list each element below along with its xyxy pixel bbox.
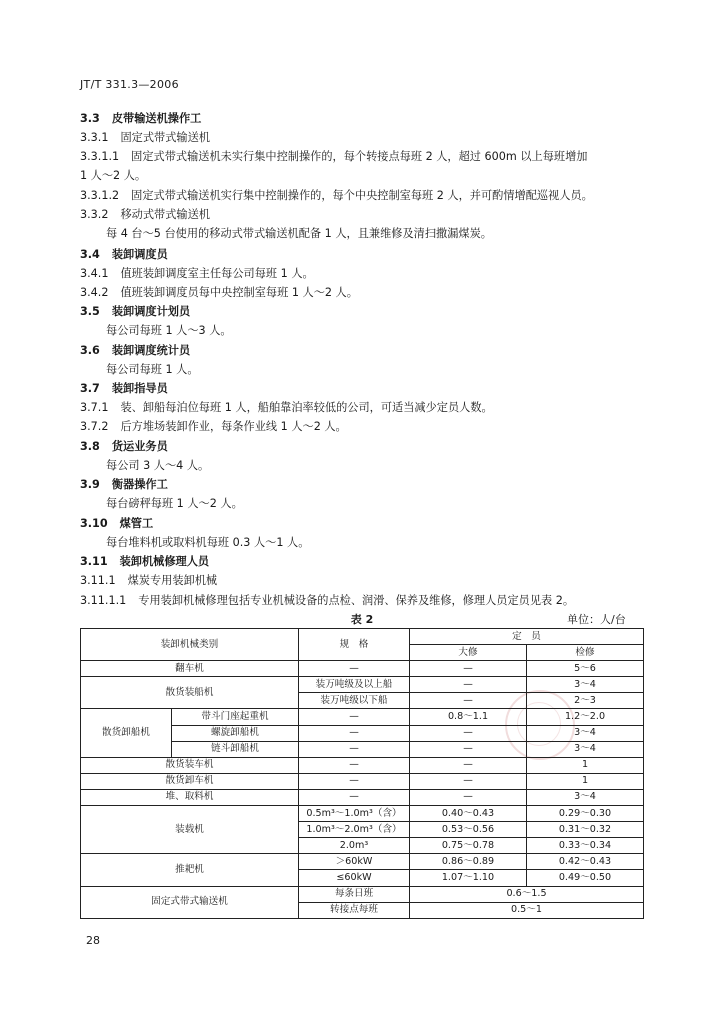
page-number: 28 — [86, 934, 100, 947]
body-line — [80, 189, 593, 203]
cell-overhaul: — — [410, 773, 527, 789]
clause-text: 每台磅秤每班 1 人～2 人。 — [106, 497, 243, 510]
cell-overhaul: 1.07～1.10 — [410, 870, 527, 886]
table-row — [81, 806, 644, 822]
cell-spec: ＞60kW — [299, 854, 410, 870]
body-line — [80, 169, 146, 183]
cell-category: 固定式带式输送机 — [81, 886, 299, 918]
cell-subcategory: 带斗门座起重机 — [172, 709, 299, 725]
cell-spec: — — [299, 725, 410, 741]
cell-category: 翻车机 — [81, 661, 299, 677]
clause-text: 装、卸船每泊位每班 1 人，船舶靠泊率较低的公司，可适当减少定员人数。 — [120, 401, 493, 414]
cell-category: 推耙机 — [81, 854, 299, 886]
cell-overhaul: — — [410, 661, 527, 677]
cell-category: 散货装船机 — [81, 677, 299, 709]
clause-number: 3.10 — [80, 517, 108, 530]
clause-text: 货运业务员 — [111, 440, 168, 453]
body-line — [106, 497, 243, 511]
body-line — [80, 131, 210, 145]
cell-category: 散货卸船机 — [81, 709, 172, 757]
body-line — [80, 420, 347, 434]
clause-text: 每台堆料机或取料机每班 0.3 人～1 人。 — [106, 536, 310, 549]
body-line — [80, 208, 210, 222]
clause-number: 3.6 — [80, 344, 100, 357]
body-line — [80, 267, 314, 281]
body-line — [80, 344, 190, 358]
clause-text: 固定式带式输送机实行集中控制操作的，每个中央控制室每班 2 人，并可酌情增配巡视人员。 — [131, 189, 593, 202]
table-row — [81, 677, 644, 693]
clause-number: 3.3.2 — [80, 208, 109, 221]
cell-inspection: 0.29～0.30 — [527, 806, 644, 822]
body-line — [80, 305, 190, 319]
cell-overhaul: — — [410, 677, 527, 693]
table-row — [81, 709, 644, 725]
cell-inspection: 0.31～0.32 — [527, 822, 644, 838]
cell-spec: — — [299, 661, 410, 677]
clause-number: 3.8 — [80, 440, 100, 453]
table-header-row — [81, 629, 644, 645]
cell-overhaul: 0.40～0.43 — [410, 806, 527, 822]
cell-category: 堆、取料机 — [81, 789, 299, 805]
clause-number: 3.11 — [80, 555, 108, 568]
cell-spec: — — [299, 757, 410, 773]
clause-number: 3.11.1.1 — [80, 594, 127, 607]
clause-number: 3.3.1 — [80, 131, 109, 144]
body-line — [80, 478, 168, 492]
clause-text: 每公司 3 人～4 人。 — [106, 459, 210, 472]
table-row — [81, 789, 644, 805]
header-inspection: 检修 — [527, 645, 644, 661]
body-line — [106, 363, 199, 377]
cell-overhaul: 0.75～0.78 — [410, 838, 527, 854]
body-line — [106, 324, 232, 338]
body-line — [80, 150, 588, 164]
clause-number: 3.7.1 — [80, 401, 109, 414]
clause-text: 固定式带式输送机 — [120, 131, 210, 144]
clause-text: 煤管工 — [119, 517, 154, 530]
clause-number: 3.3 — [80, 112, 100, 125]
cell-overhaul: 0.8～1.1 — [410, 709, 527, 725]
cell-inspection: 1 — [527, 773, 644, 789]
clause-text: 装卸调度统计员 — [111, 344, 191, 357]
cell-category: 散货装车机 — [81, 757, 299, 773]
clause-text: 衡器操作工 — [111, 478, 168, 491]
table-row — [81, 886, 644, 902]
cell-inspection: 0.42～0.43 — [527, 854, 644, 870]
body-line — [106, 536, 309, 550]
clause-text: 装卸机械修理人员 — [119, 555, 210, 568]
body-line — [80, 112, 201, 126]
cell-inspection: 1.2～2.0 — [527, 709, 644, 725]
body-line — [80, 517, 153, 531]
cell-spec: 0.5m³～1.0m³（含） — [299, 806, 410, 822]
cell-inspection: 3～4 — [527, 789, 644, 805]
clause-text: 煤炭专用装卸机械 — [127, 574, 218, 587]
cell-overhaul: — — [410, 789, 527, 805]
clause-text: 值班装卸调度室主任每公司每班 1 人。 — [120, 267, 314, 280]
cell-overhaul: — — [410, 741, 527, 757]
cell-spec: 2.0m³ — [299, 838, 410, 854]
header-category: 装卸机械类别 — [81, 629, 299, 661]
standard-code: JT/T 331.3—2006 — [80, 78, 179, 91]
cell-spec: 装万吨级及以上船 — [299, 677, 410, 693]
table-row — [81, 757, 644, 773]
body-line — [80, 286, 358, 300]
cell-inspection: 2～3 — [527, 693, 644, 709]
cell-overhaul: — — [410, 693, 527, 709]
clause-number: 3.5 — [80, 305, 100, 318]
cell-spec: — — [299, 709, 410, 725]
header-spec: 规 格 — [299, 629, 410, 661]
clause-text: 每公司每班 1 人～3 人。 — [106, 324, 232, 337]
clause-text: 值班装卸调度员每中央控制室每班 1 人～2 人。 — [120, 286, 358, 299]
header-overhaul: 大修 — [410, 645, 527, 661]
cell-spec: 装万吨级以下船 — [299, 693, 410, 709]
clause-text: 装卸调度员 — [111, 248, 168, 261]
cell-spec: 每条日班 — [299, 886, 410, 902]
clause-number: 3.9 — [80, 478, 100, 491]
cell-spec: 转接点每班 — [299, 902, 410, 918]
cell-inspection: 3～4 — [527, 741, 644, 757]
clause-number: 3.4.1 — [80, 267, 109, 280]
cell-subcategory: 链斗卸船机 — [172, 741, 299, 757]
cell-overhaul: 0.86～0.89 — [410, 854, 527, 870]
body-line — [80, 382, 168, 396]
clause-text: 1 人～2 人。 — [80, 169, 147, 182]
table-row — [81, 661, 644, 677]
table-row — [81, 854, 644, 870]
cell-merged-staff: 0.5～1 — [410, 902, 644, 918]
clause-number: 3.4.2 — [80, 286, 109, 299]
cell-category: 散货卸车机 — [81, 773, 299, 789]
clause-number: 3.7.2 — [80, 420, 109, 433]
cell-spec: — — [299, 789, 410, 805]
clause-text: 皮带输送机操作工 — [111, 112, 202, 125]
cell-spec: — — [299, 741, 410, 757]
clause-number: 3.3.1.1 — [80, 150, 120, 163]
cell-spec: — — [299, 773, 410, 789]
cell-inspection: 3～4 — [527, 677, 644, 693]
clause-number: 3.3.1.2 — [80, 189, 120, 202]
clause-text: 每 4 台～5 台使用的移动式带式输送机配备 1 人，且兼维修及清扫撒漏煤炭。 — [106, 227, 492, 240]
clause-number: 3.11.1 — [80, 574, 116, 587]
clause-text: 专用装卸机械修理包括专业机械设备的点检、润滑、保养及维修，修理人员定员见表 2。 — [138, 594, 575, 607]
cell-overhaul: — — [410, 757, 527, 773]
cell-inspection: 0.33～0.34 — [527, 838, 644, 854]
body-line — [80, 594, 574, 608]
cell-overhaul: 0.53～0.56 — [410, 822, 527, 838]
body-line — [80, 248, 168, 262]
cell-inspection: 1 — [527, 757, 644, 773]
body-line — [80, 555, 209, 569]
cell-inspection: 0.49～0.50 — [527, 870, 644, 886]
cell-overhaul: — — [410, 725, 527, 741]
table-row — [81, 773, 644, 789]
cell-merged-staff: 0.6～1.5 — [410, 886, 644, 902]
cell-spec: ≤60kW — [299, 870, 410, 886]
body-line — [106, 459, 209, 473]
cell-inspection: 5～6 — [527, 661, 644, 677]
table-unit: 单位：人/台 — [567, 613, 626, 626]
cell-category: 装载机 — [81, 806, 299, 854]
header-staff: 定 员 — [410, 629, 644, 645]
cell-spec: 1.0m³～2.0m³（含） — [299, 822, 410, 838]
cell-inspection: 3～4 — [527, 725, 644, 741]
clause-text: 固定式带式输送机未实行集中控制操作的，每个转接点每班 2 人，超过 600m 以上每班增加 — [131, 150, 588, 163]
cell-subcategory: 螺旋卸船机 — [172, 725, 299, 741]
clause-number: 3.4 — [80, 248, 100, 261]
table-caption: 表 2 — [350, 613, 374, 626]
clause-text: 每公司每班 1 人。 — [106, 363, 199, 376]
clause-text: 后方堆场装卸作业，每条作业线 1 人～2 人。 — [120, 420, 347, 433]
body-line — [106, 227, 492, 241]
clause-text: 装卸调度计划员 — [111, 305, 191, 318]
body-line — [80, 401, 493, 415]
clause-number: 3.7 — [80, 382, 100, 395]
staffing-table — [80, 628, 644, 919]
clause-text: 移动式带式输送机 — [120, 208, 210, 221]
body-line — [80, 574, 217, 588]
body-line — [80, 440, 168, 454]
clause-text: 装卸指导员 — [111, 382, 168, 395]
